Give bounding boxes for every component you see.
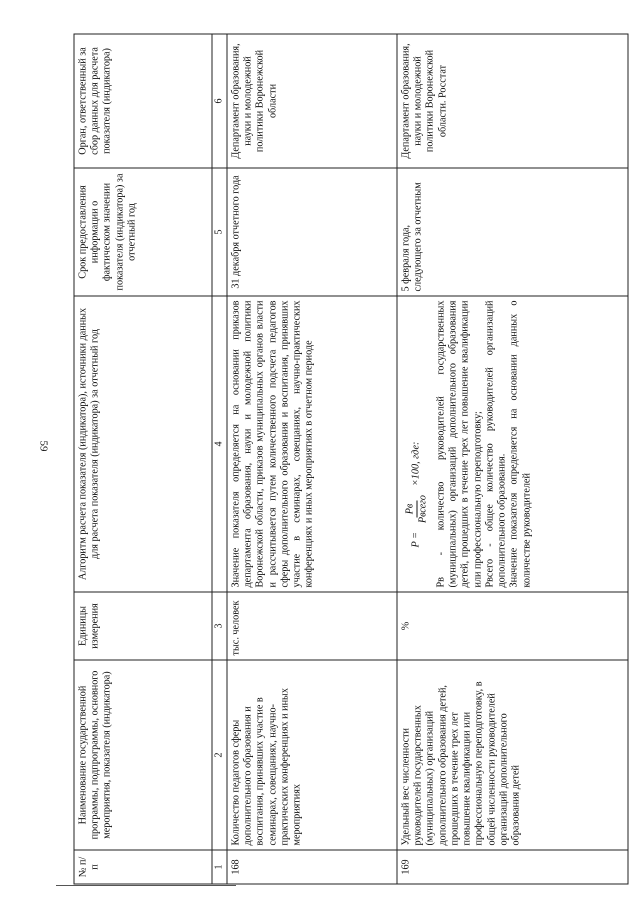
- header-row: [74, 34, 212, 884]
- column-number: 4: [212, 296, 227, 592]
- indicator-name: Удельный вес численности руководителей государственных (муниципальных) организаций дополнительного образования детей, прошедших в течение трех лет повышение квалификации или профессиональную переподготовку, в общей численности руководителей организаций дополнительного образования детей: [397, 660, 628, 850]
- column-number: 3: [212, 592, 227, 660]
- indicator-unit: %: [397, 592, 628, 660]
- column-number: 6: [212, 34, 227, 168]
- indicator-deadline: 5 февраля года, следующего за отчетным: [397, 168, 628, 296]
- algorithm-line: Значение показателя определяется на основании данных о количестве руководителей: [508, 300, 532, 587]
- column-number: 5: [212, 168, 227, 296]
- header-number: № п/п: [74, 850, 212, 884]
- header-name: Наименование государственной программы, подпрограммы, основного мероприятия, показателя (индикатора): [74, 660, 212, 850]
- header-unit: Единицы измерения: [74, 592, 212, 660]
- formula-lhs: P =: [410, 531, 422, 547]
- formula-fraction: [404, 492, 429, 526]
- row-number: 169: [397, 850, 628, 884]
- table-row: [397, 34, 628, 884]
- formula-denominator: Pвсего: [417, 494, 428, 523]
- formula-tail: ×100, где:: [410, 441, 422, 486]
- header-algorithm: Алгоритм расчета показателя (индикатора), источники данных для расчета показателя (индикатора) за отчетный год: [74, 296, 212, 592]
- indicator-name: Количество педагогов сферы дополнительного образования и воспитания, принявших участие в семинарах, совещаниях, научно-практических конференциях и иных мероприятиях: [227, 660, 397, 850]
- page-number: 59: [37, 440, 50, 452]
- algorithm-line: Рв - количество руководителей государственных (муниципальных) организаций дополнительного образования детей, прошедших в течение трех лет повышение квалификации или профессиональную переподготовку;: [435, 300, 483, 587]
- column-number: 1: [212, 850, 227, 884]
- table-container: [73, 34, 628, 884]
- column-number: 2: [212, 660, 227, 850]
- table-row: [227, 34, 397, 884]
- indicator-algorithm: [397, 296, 628, 592]
- indicator-deadline: 31 декабря отчетного года: [227, 168, 397, 296]
- header-deadline: Срок предоставления информации о фактическом значении показателя (индикатора) за отчетный год: [74, 168, 212, 296]
- header-organ: Орган, ответственный за сбор данных для расчета показателя (индикатора): [74, 34, 212, 168]
- formula: [404, 300, 429, 547]
- indicator-organ: Департамент образования, науки и молодежной политики Воронежской области: [227, 34, 397, 168]
- indicator-organ: Департамент образования, науки и молодежной политики Воронежской области. Росстат: [397, 34, 628, 168]
- algorithm-line: Рвсего - общее количество руководителей организаций дополнительного образования.: [483, 300, 508, 587]
- indicator-unit: тыс. человек: [227, 592, 397, 660]
- column-number-row: [212, 34, 227, 884]
- formula-numerator: Pв: [404, 500, 417, 516]
- indicator-algorithm: Значение показателя определяется на основании приказов департамента образования, науки и молодежной политики Воронежской области, приказов муниципальных органов власти и рассчитывается путем количественного подсчета педагогов сферы дополнительного образования и воспитания, принявших участие в семинарах, совещаниях, научно-практических конференциях и иных мероприятиях в отчетном периоде: [227, 296, 397, 592]
- footer-rule: [56, 885, 236, 886]
- row-number: 168: [227, 850, 397, 884]
- indicator-table: [73, 33, 628, 884]
